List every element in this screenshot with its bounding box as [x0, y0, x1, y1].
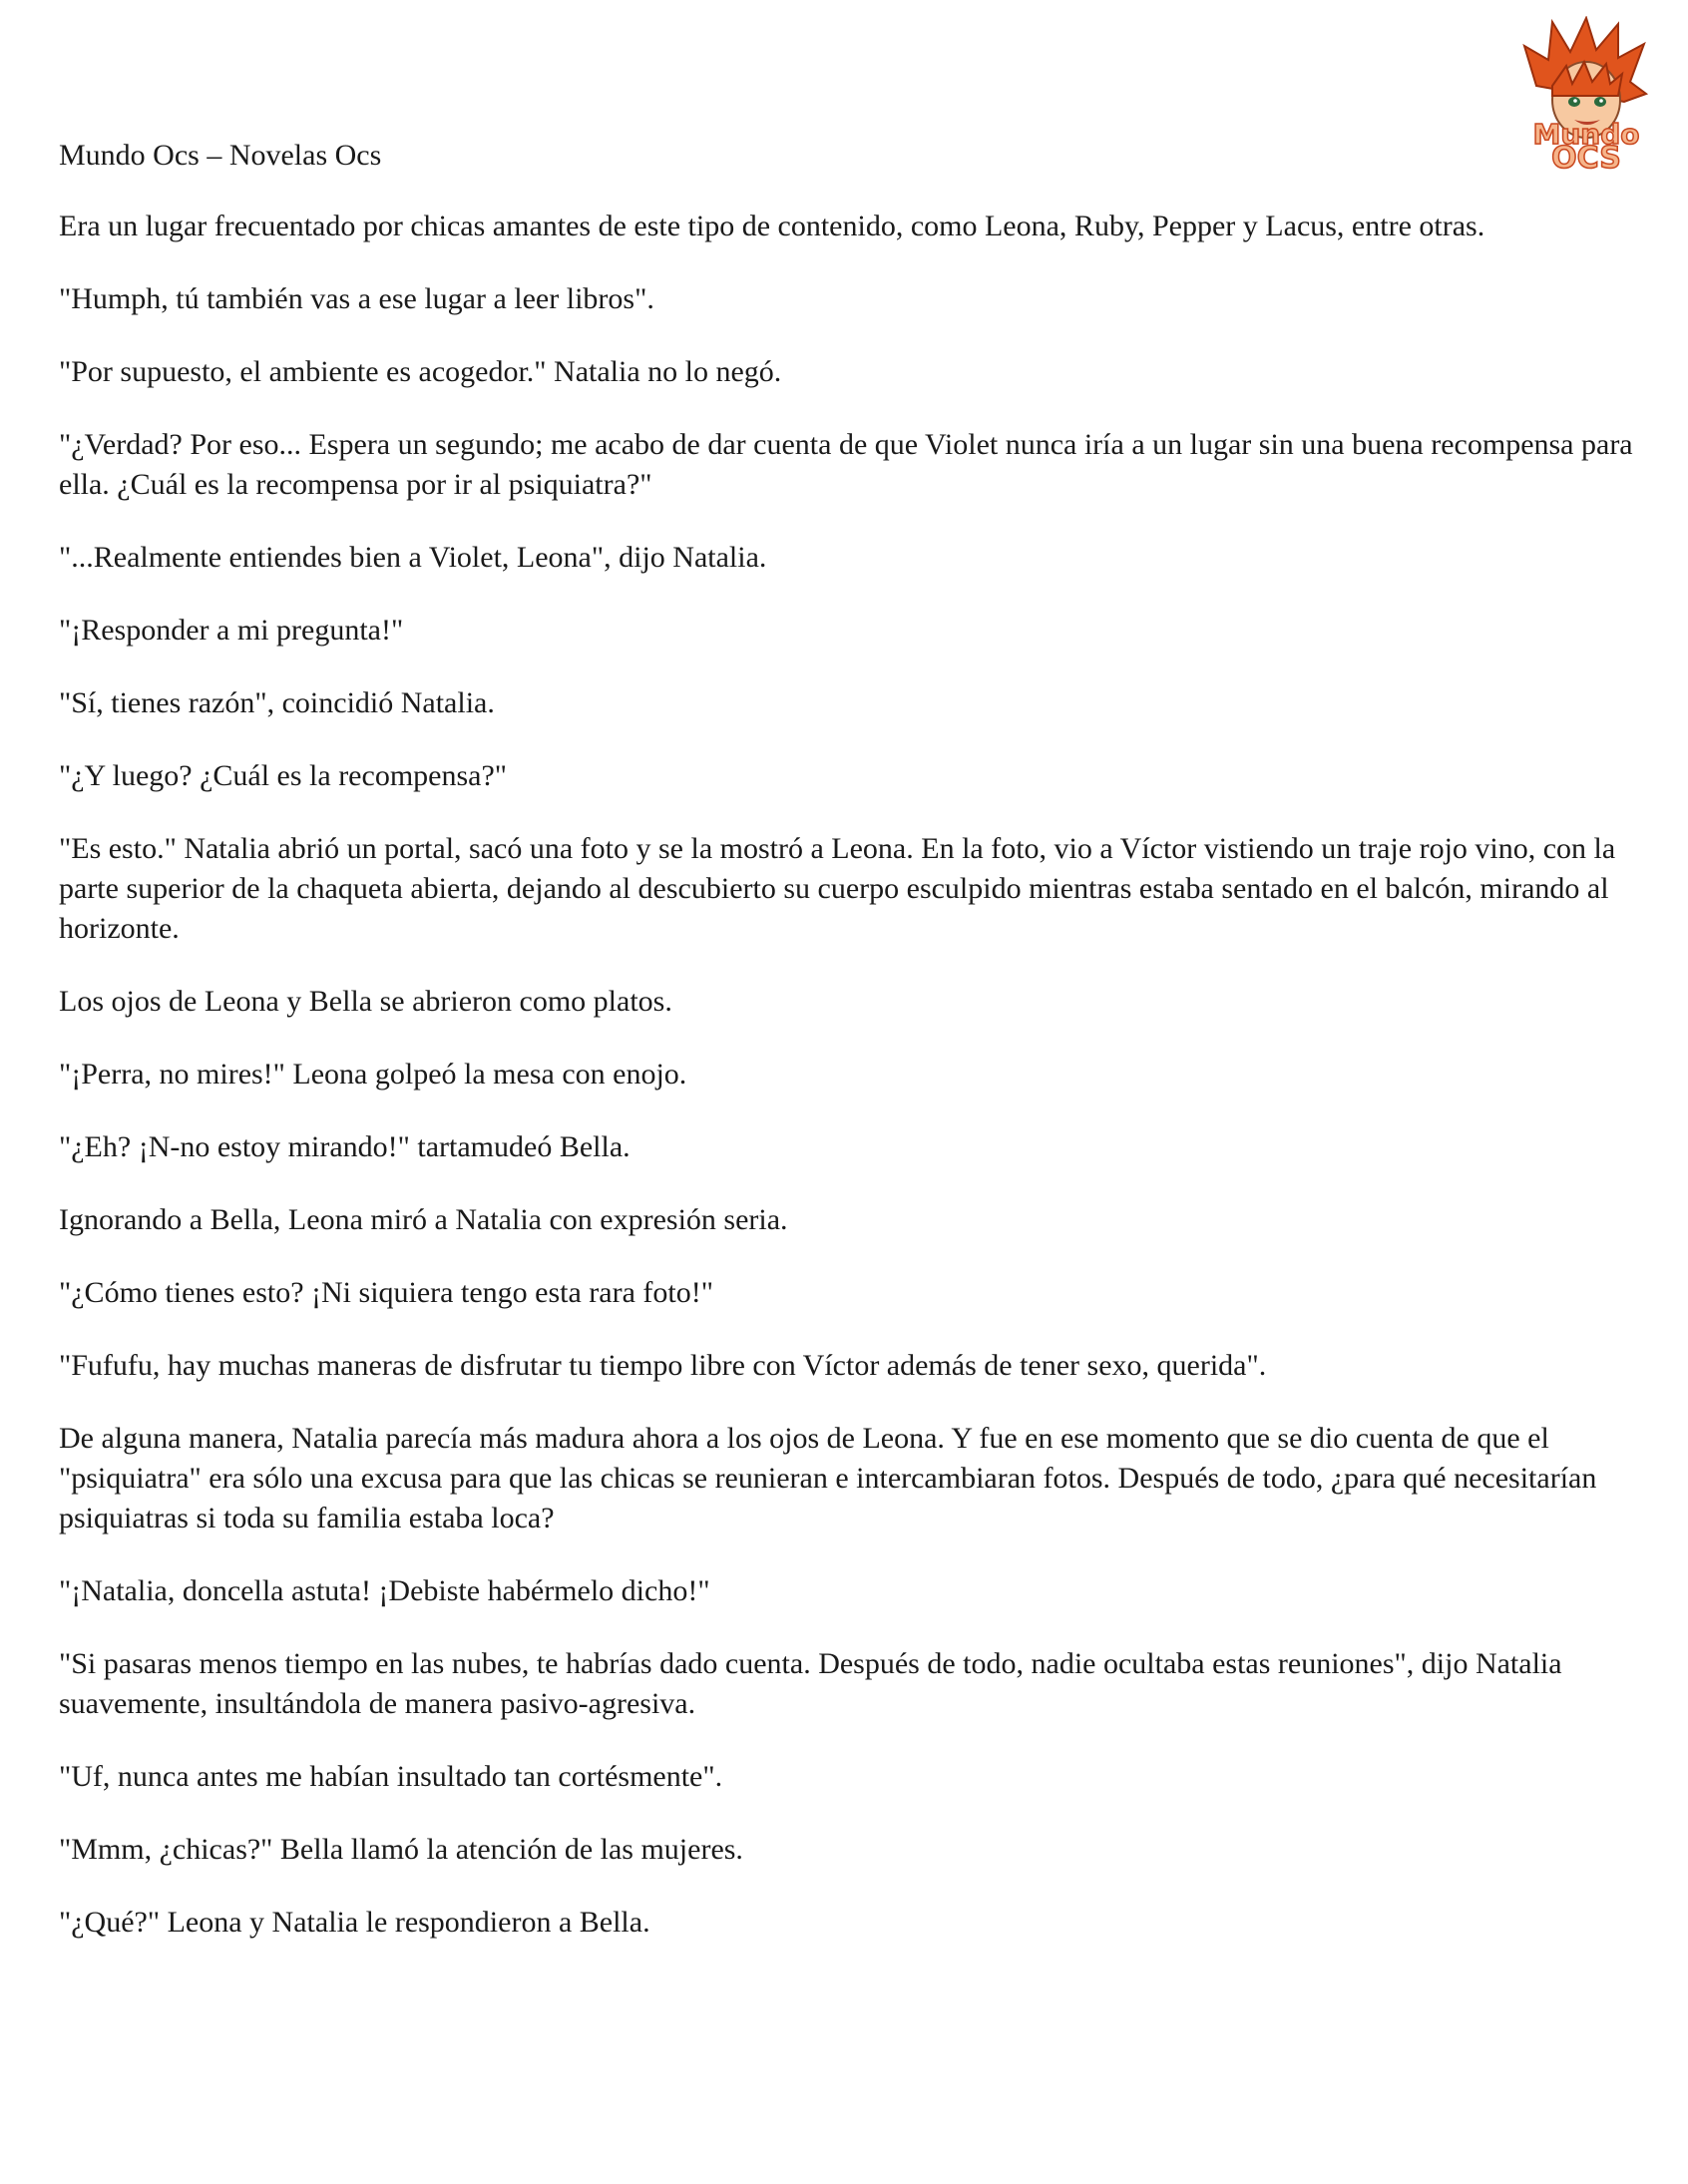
body-text: [59, 207, 1655, 1975]
paragraph: "¡Responder a mi pregunta!": [59, 614, 404, 647]
paragraph: "Humph, tú también vas a ese lugar a leer libros".: [59, 282, 654, 315]
paragraph: "¡Perra, no mires!" Leona golpeó la mesa con enojo.: [59, 1058, 687, 1091]
paragraph: "¿Eh? ¡N-no estoy mirando!" tartamudeó Bella.: [59, 1130, 631, 1163]
paragraph: De alguna manera, Natalia parecía más madura ahora a los ojos de Leona. Y fue en ese momento que se dio cuenta de que el "psiquiatra" era sólo una excusa para que las chicas se reunieran e intercambiaran fotos. Después de todo, ¿para qué necesitarían psiquiatras si toda su familia estaba loca?: [59, 1422, 1597, 1534]
header-title: Mundo Ocs – Novelas Ocs: [59, 139, 382, 172]
paragraph: Los ojos de Leona y Bella se abrieron como platos.: [59, 985, 672, 1018]
paragraph: "¡Natalia, doncella astuta! ¡Debiste habérmelo dicho!": [59, 1574, 710, 1607]
paragraph: "...Realmente entiendes bien a Violet, Leona", dijo Natalia.: [59, 541, 767, 574]
logo-text-ocs: OCS: [1551, 141, 1621, 174]
logo-text-mundo: Mundo: [1532, 118, 1640, 151]
character-logo-icon: [1506, 16, 1666, 174]
paragraph: Era un lugar frecuentado por chicas amantes de este tipo de contenido, como Leona, Ruby, Pepper y Lacus, entre otras.: [59, 210, 1485, 242]
paragraph: "Es esto." Natalia abrió un portal, sacó una foto y se la mostró a Leona. En la foto, vio a Víctor vistiendo un traje rojo vino, con la parte superior de la chaqueta abierta, dejando al descubierto su cuerpo esculpido mientras estaba sentado en el balcón, mirando al horizonte.: [59, 832, 1616, 945]
paragraph: "Mmm, ¿chicas?" Bella llamó la atención de las mujeres.: [59, 1833, 743, 1866]
paragraph: "Si pasaras menos tiempo en las nubes, te habrías dado cuenta. Después de todo, nadie ocultaba estas reuniones", dijo Natalia suavemente, insultándola de manera pasivo-agresiva.: [59, 1647, 1562, 1720]
paragraph: "¿Cómo tienes esto? ¡Ni siquiera tengo esta rara foto!": [59, 1276, 713, 1309]
paragraph: "¿Qué?" Leona y Natalia le respondieron a Bella.: [59, 1906, 650, 1939]
paragraph: "Uf, nunca antes me habían insultado tan cortésmente".: [59, 1760, 723, 1793]
paragraph: Ignorando a Bella, Leona miró a Natalia con expresión seria.: [59, 1203, 788, 1236]
paragraph: "¿Y luego? ¿Cuál es la recompensa?": [59, 759, 508, 792]
paragraph: "Fufufu, hay muchas maneras de disfrutar tu tiempo libre con Víctor además de tener sexo, querida".: [59, 1349, 1267, 1382]
paragraph: "¿Verdad? Por eso... Espera un segundo; me acabo de dar cuenta de que Violet nunca iría a un lugar sin una buena recompensa para ella. ¿Cuál es la recompensa por ir al psiquiatra?": [59, 428, 1633, 501]
paragraph: "Sí, tienes razón", coincidió Natalia.: [59, 686, 495, 719]
mundo-ocs-logo: [1506, 16, 1666, 174]
paragraph: "Por supuesto, el ambiente es acogedor." Natalia no lo negó.: [59, 355, 782, 388]
